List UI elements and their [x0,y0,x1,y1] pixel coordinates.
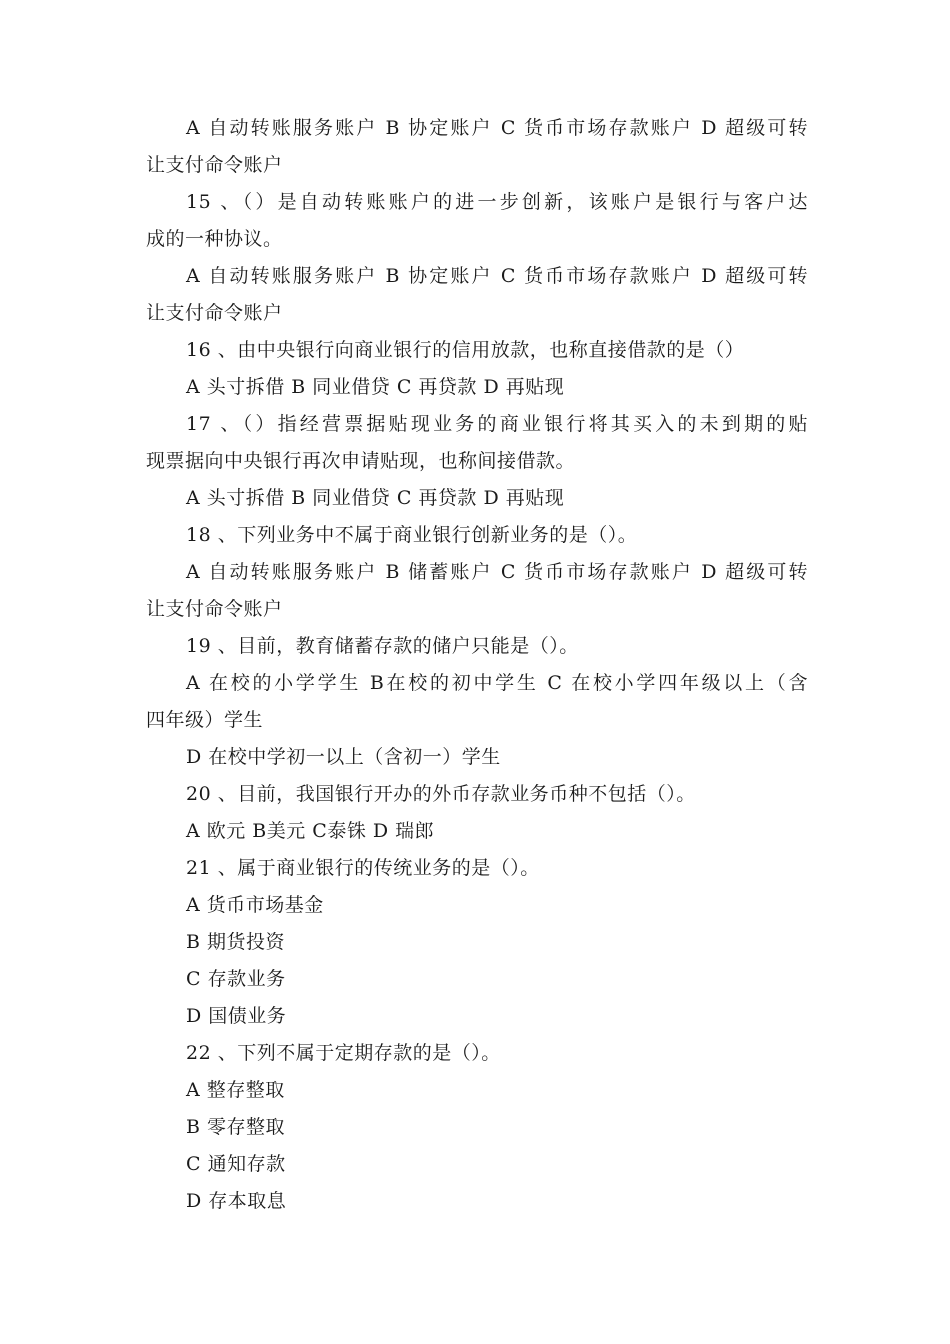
option-d-q22: D 存本取息 [186,1190,287,1212]
question-18: 18 、下列业务中不属于商业银行创新业务的是（）。 [186,524,638,546]
option-line-q19-cont: 四年级）学生 [146,709,264,731]
option-line-q15-cont: 让支付命令账户 [146,302,283,324]
option-line-q14: A 自动转账服务账户 B 协定账户 C 货币市场存款账户 D 超级可转 [186,117,808,139]
option-c-q21: C 存款业务 [186,968,286,990]
option-a-q21: A 货币市场基金 [186,894,324,916]
question-17: 17 、（）指经营票据贴现业务的商业银行将其买入的未到期的贴 [186,413,808,435]
question-16: 16 、由中央银行向商业银行的信用放款，也称直接借款的是（） [186,339,745,361]
option-line-q18-cont: 让支付命令账户 [146,598,283,620]
document-page [146,110,808,1220]
option-line-q19: A 在校的小学学生 B在校的初中学生 C 在校小学四年级以上（含 [186,672,808,694]
question-20: 20 、目前，我国银行开办的外币存款业务币种不包括（）。 [186,783,696,805]
question-17-cont: 现票据向中央银行再次申请贴现，也称间接借款。 [146,450,576,472]
option-line-q14-cont: 让支付命令账户 [146,154,283,176]
option-line-q16: A 头寸拆借 B 同业借贷 C 再贷款 D 再贴现 [186,376,565,398]
option-line-q20: A 欧元 B美元 C泰铢 D 瑞郎 [186,820,435,842]
option-d-q19: D 在校中学初一以上（含初一）学生 [186,746,501,768]
question-22: 22 、下列不属于定期存款的是（）。 [186,1042,501,1064]
option-line-q18: A 自动转账服务账户 B 储蓄账户 C 货币市场存款账户 D 超级可转 [186,561,808,583]
option-b-q21: B 期货投资 [186,931,286,953]
option-line-q15: A 自动转账服务账户 B 协定账户 C 货币市场存款账户 D 超级可转 [186,265,808,287]
question-19: 19 、目前，教育储蓄存款的储户只能是（）。 [186,635,579,657]
question-21: 21 、属于商业银行的传统业务的是（）。 [186,857,540,879]
question-15: 15 、（）是自动转账账户的进一步创新，该账户是银行与客户达 [186,191,808,213]
option-b-q22: B 零存整取 [186,1116,286,1138]
option-d-q21: D 国债业务 [186,1005,287,1027]
option-line-q17: A 头寸拆借 B 同业借贷 C 再贷款 D 再贴现 [186,487,565,509]
option-c-q22: C 通知存款 [186,1153,286,1175]
option-a-q22: A 整存整取 [186,1079,285,1101]
question-15-cont: 成的一种协议。 [146,228,283,250]
